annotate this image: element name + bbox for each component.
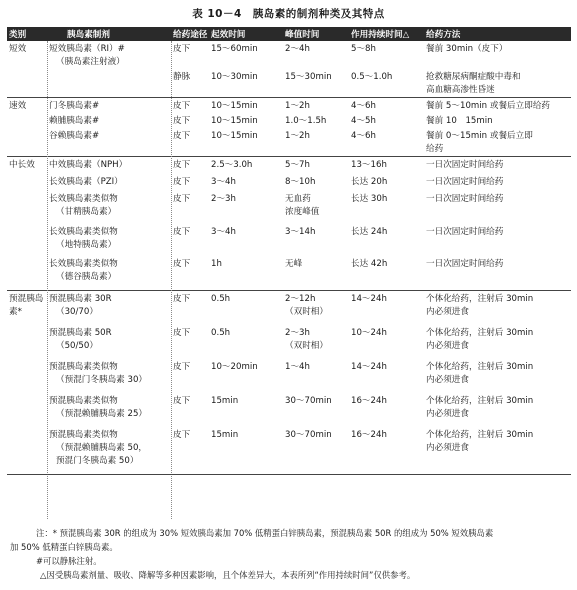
peak-cell-line: （双时相）: [285, 340, 328, 351]
method-cell: [424, 393, 571, 427]
onset-cell: 15min: [211, 395, 239, 406]
drug-cell: [47, 427, 171, 472]
method-cell-line: 个体化给药，注射后 30min: [426, 361, 534, 372]
peak-cell-line: 无峰: [285, 258, 303, 269]
duration-cell: 4～5h: [351, 116, 376, 126]
route-cell: 皮下: [171, 291, 209, 325]
drug-cell: [47, 325, 171, 359]
onset-cell: 2.5～3.0h: [209, 157, 283, 174]
route-cell: 皮下: [173, 226, 191, 237]
peak-cell: [283, 174, 349, 191]
peak-cell: [283, 157, 349, 174]
note-duration: △因受胰岛素剂量、吸收、降解等多种因素影响，且个体差异大，本表所列“作用持续时间”仅供参考。: [40, 570, 416, 580]
method-cell-line: 内必须进食: [426, 442, 469, 453]
onset-cell: 3～4h: [211, 176, 236, 187]
table-row: [7, 191, 571, 224]
drug-cell-line: （甘精胰岛素）: [56, 206, 117, 217]
table-row: [7, 325, 571, 359]
peak-cell: [283, 191, 349, 224]
duration-cell: 5～8h: [351, 44, 376, 54]
route-cell: 皮下: [173, 176, 191, 187]
onset-cell: 10～20min: [211, 361, 258, 372]
method-cell-line: 一日次固定时间给药: [426, 258, 504, 269]
table-title: 表 10－4 胰岛素的制剂种类及其特点: [192, 8, 385, 20]
drug-cell-line: 赖脯胰岛素#: [49, 116, 100, 126]
drug-cell-line: 预混胰岛素 50R: [49, 327, 112, 338]
header-method: 给药方法: [424, 27, 571, 41]
drug-cell-line: 短效胰岛素（RI）#: [49, 44, 125, 54]
onset-cell: 0.5h: [211, 327, 231, 338]
duration-cell: 长达 30h: [351, 193, 388, 204]
drug-cell-line: 预混胰岛素类似物: [49, 429, 118, 440]
drug-cell-line: 长效胰岛素（PZI）: [49, 176, 123, 187]
drug-cell: [47, 291, 171, 325]
route-cell: 皮下: [173, 429, 191, 440]
category-cell: 预混胰岛素*: [7, 291, 47, 472]
method-cell: [424, 174, 571, 191]
note-premixed-cont: 加 50% 低精蛋白锌胰岛素。: [10, 542, 118, 552]
method-cell-line: 个体化给药，注射后 30min: [426, 395, 534, 406]
peak-cell-line: （双时相）: [285, 307, 328, 317]
table-row: [7, 113, 571, 128]
peak-cell-line: 1～4h: [285, 361, 310, 372]
method-cell-line: 内必须进食: [426, 374, 469, 385]
method-cell: [424, 98, 571, 114]
method-cell: [424, 157, 571, 174]
method-cell: [424, 113, 571, 128]
peak-cell: [283, 41, 349, 69]
route-cell: 静脉: [173, 72, 191, 82]
method-cell: [424, 359, 571, 393]
drug-cell-line: （30/70）: [56, 307, 98, 317]
onset-cell: 1h: [211, 258, 222, 269]
header-row: [7, 27, 571, 41]
table-notes: [10, 526, 566, 582]
duration-cell: 10～24h: [351, 327, 387, 338]
peak-cell: [283, 291, 349, 325]
onset-cell: 10～30min: [211, 72, 258, 82]
method-cell-line: 餐前 5～10min 或餐后立即给药: [426, 101, 551, 111]
method-cell: [424, 325, 571, 359]
method-cell-line: 一日次固定时间给药: [426, 226, 504, 237]
onset-cell: 10～15min: [211, 131, 258, 141]
onset-cell: 10～15min: [209, 98, 283, 114]
drug-cell: [47, 224, 171, 256]
route-cell: 皮下: [173, 193, 191, 204]
duration-cell: 0.5～1.0h: [351, 72, 393, 82]
onset-cell: 15～60min: [211, 44, 258, 54]
duration-cell: 长达 24h: [351, 226, 388, 237]
route-cell: 皮下: [171, 98, 209, 114]
duration-cell: 13～16h: [349, 157, 424, 174]
route-cell: 皮下: [171, 157, 209, 174]
peak-cell-line: 5～7h: [285, 160, 310, 170]
method-cell: [424, 427, 571, 472]
insulin-table: [7, 27, 571, 472]
column-divider: [47, 41, 48, 519]
peak-cell: [283, 224, 349, 256]
header-route: 给药途径: [171, 27, 209, 41]
peak-cell: [283, 113, 349, 128]
peak-cell-line: 1.0～1.5h: [285, 116, 327, 126]
peak-cell: [283, 256, 349, 291]
peak-cell-line: 3～14h: [285, 226, 316, 237]
duration-cell: 4～6h: [351, 131, 376, 141]
drug-cell-line: 长效胰岛素类似物: [49, 258, 118, 269]
drug-cell: [47, 359, 171, 393]
drug-cell: [47, 41, 171, 69]
column-divider: [171, 41, 172, 519]
duration-cell: 16～24h: [351, 395, 387, 406]
onset-cell: 15min: [211, 429, 239, 440]
table-row: [7, 174, 571, 191]
table-row: [7, 427, 571, 472]
table-row: [7, 98, 571, 114]
duration-cell: 4～6h: [349, 98, 424, 114]
method-cell-line: 餐前 10 15min: [426, 116, 493, 126]
peak-cell: [283, 359, 349, 393]
method-cell: [424, 69, 571, 98]
header-drug: 胰岛素制剂: [47, 27, 171, 41]
category-cell: 短效: [9, 44, 27, 54]
drug-cell: [47, 174, 171, 191]
peak-cell-line: 30～70min: [285, 429, 332, 440]
method-cell-line: 给药: [426, 144, 444, 154]
drug-cell: [47, 157, 171, 174]
drug-cell-line: 长效胰岛素类似物: [49, 193, 118, 204]
table-row: [7, 393, 571, 427]
peak-cell-line: 15～30min: [285, 72, 332, 82]
drug-cell: [47, 113, 171, 128]
method-cell: [424, 256, 571, 291]
duration-cell: 长达 20h: [351, 176, 388, 187]
drug-cell-line: （地特胰岛素）: [56, 239, 117, 250]
table-bottom-rule: [7, 474, 571, 475]
table-row: [7, 128, 571, 157]
drug-cell-line: 长效胰岛素类似物: [49, 226, 118, 237]
drug-cell-line: 预混胰岛素类似物: [49, 395, 118, 406]
drug-cell-line: （胰岛素注射液）: [56, 57, 125, 67]
header-category: 类别: [7, 27, 47, 41]
drug-cell-line: （50/50）: [56, 340, 98, 351]
peak-cell-line: 1～2h: [285, 131, 310, 141]
method-cell: [424, 224, 571, 256]
method-cell-line: 内必须进食: [426, 340, 469, 351]
peak-cell: [283, 427, 349, 472]
drug-cell-line: 谷赖胰岛素#: [49, 131, 100, 141]
method-cell: [424, 191, 571, 224]
peak-cell: [283, 325, 349, 359]
duration-cell: 14～24h: [351, 361, 387, 372]
method-cell-line: 餐前 30min（皮下）: [426, 44, 508, 54]
category-cell: 速效: [7, 98, 47, 157]
drug-cell-line: 预混胰岛素 30R: [49, 294, 112, 304]
method-cell-line: 内必须进食: [426, 408, 469, 419]
peak-cell-line: 2～4h: [285, 44, 310, 54]
header-peak: 峰值时间: [283, 27, 349, 41]
method-cell-line: 一日次固定时间给药: [426, 193, 504, 204]
drug-cell-line: （预混赖脯胰岛素 25）: [56, 408, 148, 419]
method-cell-line: 一日次固定时间给药: [426, 160, 504, 170]
drug-cell-line: 门冬胰岛素#: [49, 101, 100, 111]
route-cell: 皮下: [173, 327, 191, 338]
method-cell: [424, 291, 571, 325]
method-cell-line: 一日次固定时间给药: [426, 176, 504, 187]
onset-cell: 3～4h: [211, 226, 236, 237]
table-row: [7, 157, 571, 174]
peak-cell-line: 2～12h: [285, 294, 316, 304]
peak-cell-line: 1～2h: [285, 101, 310, 111]
table-row: [7, 69, 571, 98]
drug-cell: [47, 256, 171, 291]
table-row: [7, 224, 571, 256]
route-cell: 皮下: [173, 361, 191, 372]
peak-cell-line: 浓度峰值: [285, 206, 320, 217]
route-cell: 皮下: [173, 116, 191, 126]
peak-cell: [283, 69, 349, 98]
route-cell: 皮下: [173, 131, 191, 141]
duration-cell: 16～24h: [351, 429, 387, 440]
drug-cell-line: （预混赖脯胰岛素 50，: [56, 442, 148, 453]
drug-cell-line: （预混门冬胰岛素 30）: [56, 374, 148, 385]
table-row: [7, 256, 571, 291]
method-cell-line: 个体化给药，注射后 30min: [426, 294, 534, 304]
method-cell-line: 内必须进食: [426, 307, 469, 317]
method-cell-line: 个体化给药，注射后 30min: [426, 327, 534, 338]
onset-cell: 2～3h: [211, 193, 236, 204]
header-onset: 起效时间: [209, 27, 283, 41]
table-row: [7, 291, 571, 325]
peak-cell-line: 30～70min: [285, 395, 332, 406]
category-cell: 中长效: [7, 157, 47, 291]
method-cell: [424, 41, 571, 69]
method-cell: [424, 128, 571, 157]
route-cell: 皮下: [173, 395, 191, 406]
note-premixed: 注：* 预混胰岛素 30R 的组成为 30% 短效胰岛素加 70% 低精蛋白锌胰岛素，预混胰岛素 50R 的组成为 50% 短效胰岛素: [36, 528, 494, 538]
drug-cell-line: 预混门冬胰岛素 50）: [56, 455, 139, 466]
method-cell-line: 高血糖高渗性昏迷: [426, 85, 495, 95]
drug-cell-line: 预混胰岛素类似物: [49, 361, 118, 372]
drug-cell: [47, 69, 171, 98]
drug-cell: [47, 191, 171, 224]
drug-cell-line: 中效胰岛素（NPH）: [49, 160, 128, 170]
drug-cell: [47, 128, 171, 157]
method-cell-line: 个体化给药，注射后 30min: [426, 429, 534, 440]
method-cell-line: 抢救糖尿病酮症酸中毒和: [426, 72, 521, 82]
drug-cell: [47, 393, 171, 427]
peak-cell-line: 8～10h: [285, 176, 316, 187]
peak-cell: [283, 98, 349, 114]
duration-cell: 14～24h: [349, 291, 424, 325]
duration-cell: 长达 42h: [351, 258, 388, 269]
header-duration: 作用持续时间△: [349, 27, 424, 41]
table-row: [7, 41, 571, 69]
drug-cell: [47, 98, 171, 114]
note-iv: #可以静脉注射。: [36, 556, 102, 566]
peak-cell-line: 无血药: [285, 193, 311, 204]
table-row: [7, 359, 571, 393]
onset-cell: 0.5h: [209, 291, 283, 325]
peak-cell: [283, 128, 349, 157]
route-cell: 皮下: [173, 44, 191, 54]
table-body: [7, 41, 571, 472]
peak-cell-line: 2～3h: [285, 327, 310, 338]
drug-cell-line: （德谷胰岛素）: [56, 271, 117, 282]
route-cell: 皮下: [173, 258, 191, 269]
method-cell-line: 餐前 0～15min 或餐后立即: [426, 131, 533, 141]
peak-cell: [283, 393, 349, 427]
onset-cell: 10～15min: [211, 116, 258, 126]
